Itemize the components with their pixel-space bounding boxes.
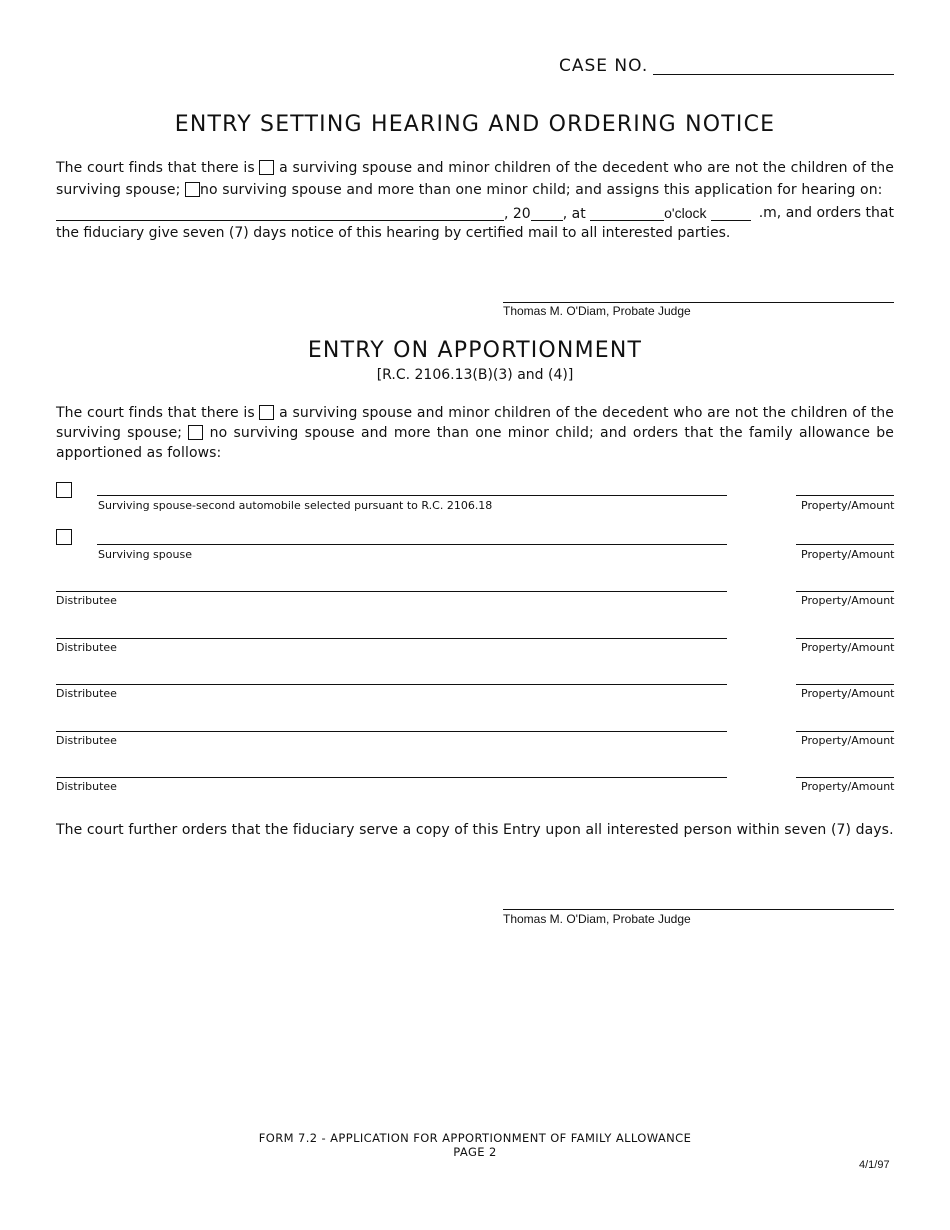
distributee-label: Distributee	[56, 594, 117, 607]
second-automobile-checkbox[interactable]	[56, 482, 72, 498]
distributee-field[interactable]	[56, 731, 727, 732]
hearing-time-field[interactable]	[590, 206, 664, 221]
hearing-line: , 20 , at o'clock .m, and orders that	[56, 202, 894, 225]
section2-findings: The court finds that there is a surviving spouse and minor children of the decedent who are not the children of the surviving spouse; no surviving spouse and more than one minor child; and orders that the family allowance be apportioned as follows:	[56, 405, 894, 461]
surviving-spouse-field[interactable]	[97, 544, 727, 545]
surviving-spouse-checkbox[interactable]	[56, 529, 72, 545]
distributee-amount-field[interactable]	[796, 591, 894, 592]
amount-label: Property/Amount	[801, 594, 895, 607]
surviving-spouse-label: Surviving spouse	[98, 548, 192, 561]
form-date: 4/1/97	[859, 1159, 890, 1171]
amount-label: Property/Amount	[801, 687, 895, 700]
hearing-date-field[interactable]	[56, 206, 504, 221]
amount-label: Property/Amount	[801, 641, 895, 654]
second-automobile-label: Surviving spouse-second automobile selected pursuant to R.C. 2106.18	[98, 499, 493, 512]
section1-findings: The court finds that there is a surviving spouse and minor children of the decedent who are not the children of the surviving spouse; no surviving spouse and more than one minor child; and assigns this application for hearing on:	[56, 160, 894, 198]
case-number	[559, 56, 648, 76]
distributee-field[interactable]	[56, 684, 727, 685]
second-automobile-amount-field[interactable]	[796, 495, 894, 496]
form-title: FORM 7.2 - APPLICATION FOR APPORTIONMENT OF FAMILY ALLOWANCE	[258, 1131, 692, 1145]
page-number: PAGE 2	[453, 1145, 497, 1159]
second-automobile-field[interactable]	[97, 495, 727, 496]
judge-name-2: Thomas M. O'Diam, Probate Judge	[503, 912, 691, 926]
distributee-label: Distributee	[56, 641, 117, 654]
apportion-no-spouse-checkbox[interactable]	[188, 425, 203, 440]
hearing-year-field[interactable]	[531, 206, 563, 221]
distributee-label: Distributee	[56, 687, 117, 700]
distributee-amount-field[interactable]	[796, 777, 894, 778]
notice-line: the fiduciary give seven (7) days notice of this hearing by certified mail to all interested parties.	[56, 225, 731, 241]
option-spouse-children-checkbox[interactable]	[259, 160, 274, 175]
further-orders-text: The court further orders that the fiduciary serve a copy of this Entry upon all interested person within seven (7) days.	[56, 822, 894, 838]
judge-signature-line-2[interactable]	[503, 909, 894, 910]
distributee-amount-field[interactable]	[796, 684, 894, 685]
section1-title: ENTRY SETTING HEARING AND ORDERING NOTICE	[174, 112, 776, 137]
distributee-amount-field[interactable]	[796, 638, 894, 639]
amount-label: Property/Amount	[801, 548, 895, 561]
hearing-ampm-field[interactable]	[711, 206, 751, 221]
surviving-spouse-amount-field[interactable]	[796, 544, 894, 545]
case-number-field[interactable]	[653, 74, 894, 75]
section2-subtitle: [R.C. 2106.13(B)(3) and (4)]	[376, 367, 574, 383]
judge-name-1: Thomas M. O'Diam, Probate Judge	[503, 304, 691, 318]
section2-title: ENTRY ON APPORTIONMENT	[307, 338, 643, 363]
distributee-field[interactable]	[56, 591, 727, 592]
apportion-spouse-children-checkbox[interactable]	[259, 405, 274, 420]
distributee-field[interactable]	[56, 638, 727, 639]
distributee-field[interactable]	[56, 777, 727, 778]
case-number-label: CASE NO.	[559, 56, 649, 76]
amount-label: Property/Amount	[801, 780, 895, 793]
amount-label: Property/Amount	[801, 734, 895, 747]
distributee-label: Distributee	[56, 780, 117, 793]
distributee-label: Distributee	[56, 734, 117, 747]
option-no-spouse-checkbox[interactable]	[185, 182, 200, 197]
judge-signature-line-1[interactable]	[503, 302, 894, 303]
amount-label: Property/Amount	[801, 499, 895, 512]
distributee-amount-field[interactable]	[796, 731, 894, 732]
